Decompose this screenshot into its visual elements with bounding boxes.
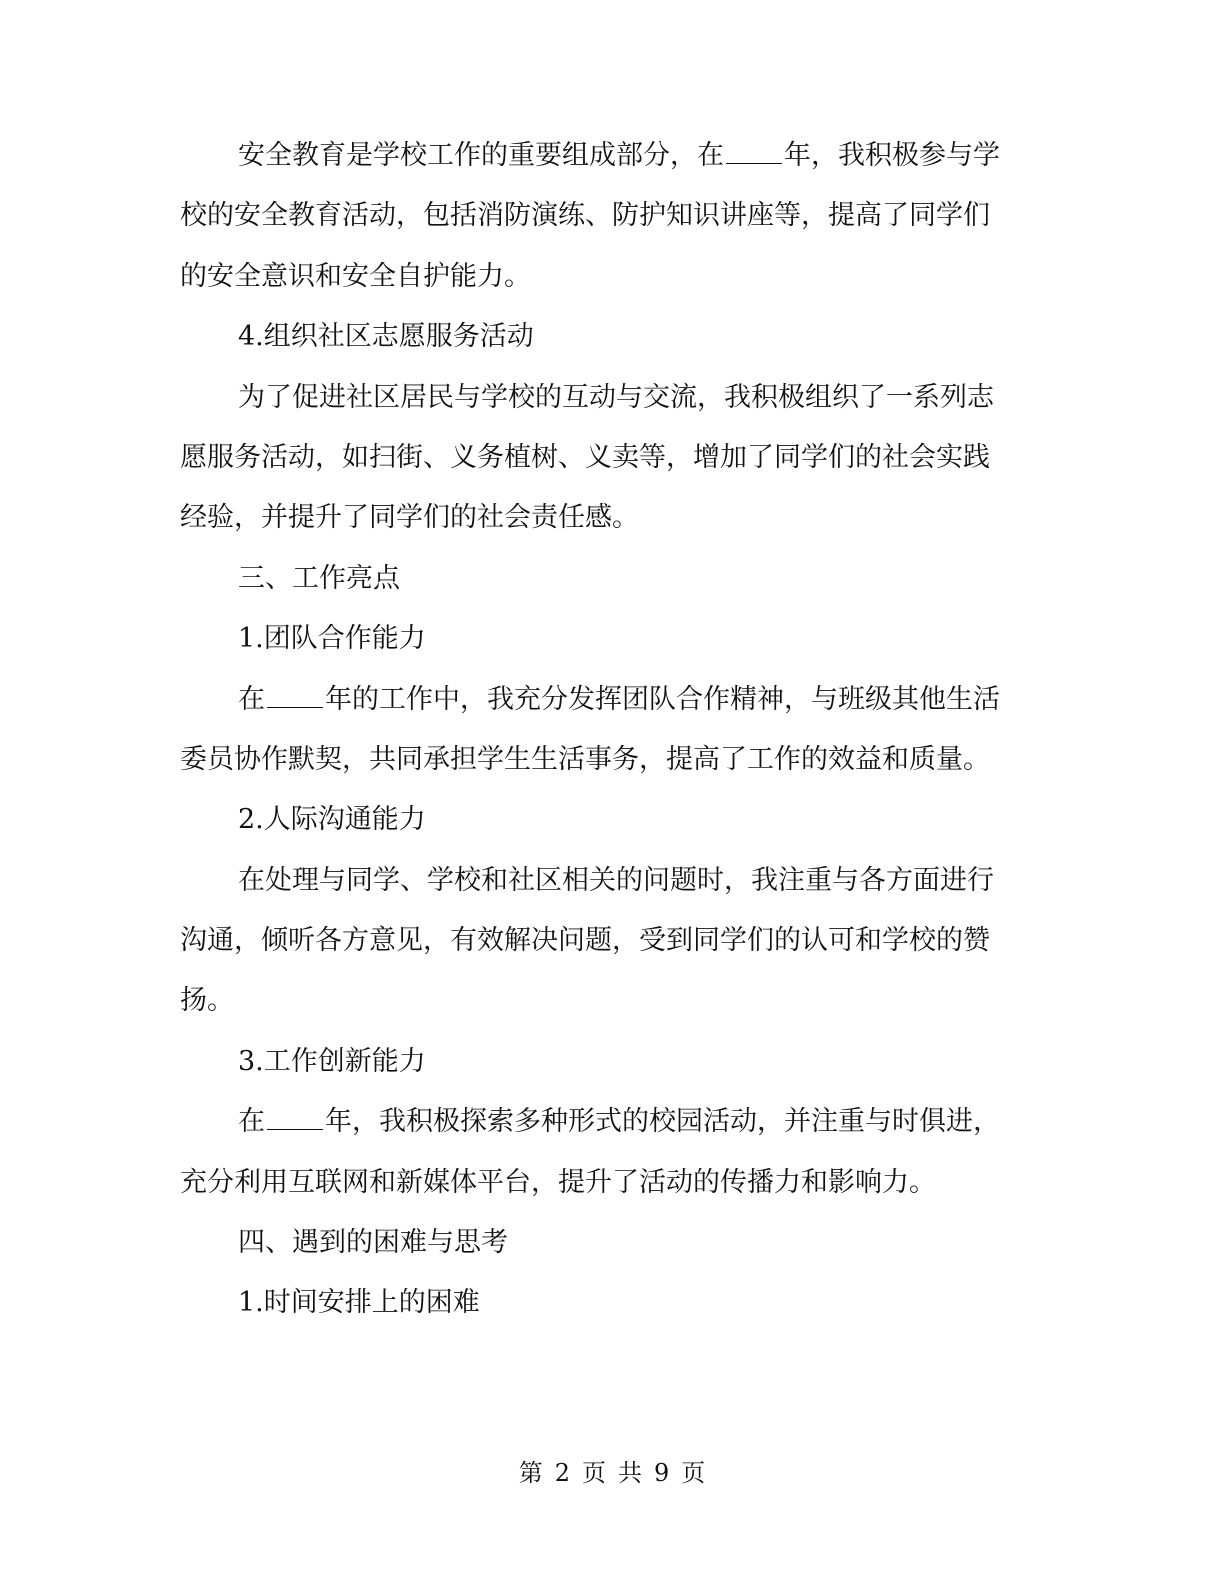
text-segment: 在: [238, 1106, 265, 1138]
text-segment: 三、工作亮点: [238, 562, 400, 594]
text-segment: 为了促进社区居民与学校的互动与交流，我积极组织了一系列志: [238, 381, 994, 413]
footer-current-page: 2: [554, 1459, 570, 1487]
text-segment: 充分利用互联网和新媒体平台，提升了活动的传播力和影响力。: [180, 1166, 936, 1198]
document-body: [180, 126, 1020, 1334]
page-footer: [0, 1458, 1224, 1488]
text-line: [180, 247, 1020, 307]
text-line: [180, 1153, 1020, 1213]
text-segment: 1.时间安排上的困难: [238, 1287, 480, 1319]
text-segment: 2.人际沟通能力: [238, 804, 426, 836]
text-line: [180, 368, 1020, 428]
fill-in-blank: [267, 1107, 323, 1130]
footer-prefix: 第: [518, 1459, 543, 1487]
text-line: [180, 670, 1020, 730]
text-segment: 四、遇到的困难与思考: [238, 1227, 508, 1259]
text-line: [180, 1032, 1020, 1092]
footer-total-prefix: 共: [618, 1459, 642, 1487]
text-segment: 沟通，倾听各方意见，有效解决问题，受到同学们的认可和学校的赞: [180, 925, 990, 957]
text-line: [180, 428, 1020, 488]
footer-page-word: 页: [582, 1459, 606, 1487]
footer-suffix: 页: [681, 1459, 706, 1487]
footer-total-pages: 9: [654, 1459, 670, 1487]
text-segment: 1.团队合作能力: [238, 623, 426, 655]
text-line: [180, 609, 1020, 669]
text-segment: 3.工作创新能力: [238, 1045, 426, 1077]
text-segment: 4.组织社区志愿服务活动: [238, 321, 534, 353]
text-line: [180, 911, 1020, 971]
text-line: [180, 186, 1020, 246]
text-segment: 年，我积极探索多种形式的校园活动，并注重与时俱进，: [325, 1106, 1000, 1138]
text-line: [180, 549, 1020, 609]
text-segment: 扬。: [180, 985, 234, 1017]
fill-in-blank: [267, 685, 323, 708]
text-segment: 愿服务活动，如扫街、义务植树、义卖等，增加了同学们的社会实践: [180, 441, 990, 473]
text-segment: 委员协作默契，共同承担学生生活事务，提高了工作的效益和质量。: [180, 743, 990, 775]
text-line: [180, 851, 1020, 911]
text-line: [180, 1092, 1020, 1152]
fill-in-blank: [726, 141, 782, 164]
text-line: [180, 790, 1020, 850]
text-line: [180, 730, 1020, 790]
text-line: [180, 971, 1020, 1031]
text-segment: 的安全意识和安全自护能力。: [180, 260, 531, 292]
text-segment: 年，我积极参与学: [784, 140, 1000, 171]
text-line: [180, 307, 1020, 367]
text-segment: 在: [238, 683, 265, 715]
text-segment: 校的安全教育活动，包括消防演练、防护知识讲座等，提高了同学们: [180, 200, 990, 232]
text-segment: 年的工作中，我充分发挥团队合作精神，与班级其他生活: [325, 683, 1000, 715]
text-segment: 在处理与同学、学校和社区相关的问题时，我注重与各方面进行: [238, 864, 994, 896]
text-segment: 安全教育是学校工作的重要组成部分，在: [238, 140, 724, 171]
text-segment: 经验，并提升了同学们的社会责任感。: [180, 502, 639, 534]
text-line: [180, 1213, 1020, 1273]
text-line: [180, 1273, 1020, 1333]
text-line: [180, 126, 1020, 186]
text-line: [180, 488, 1020, 548]
